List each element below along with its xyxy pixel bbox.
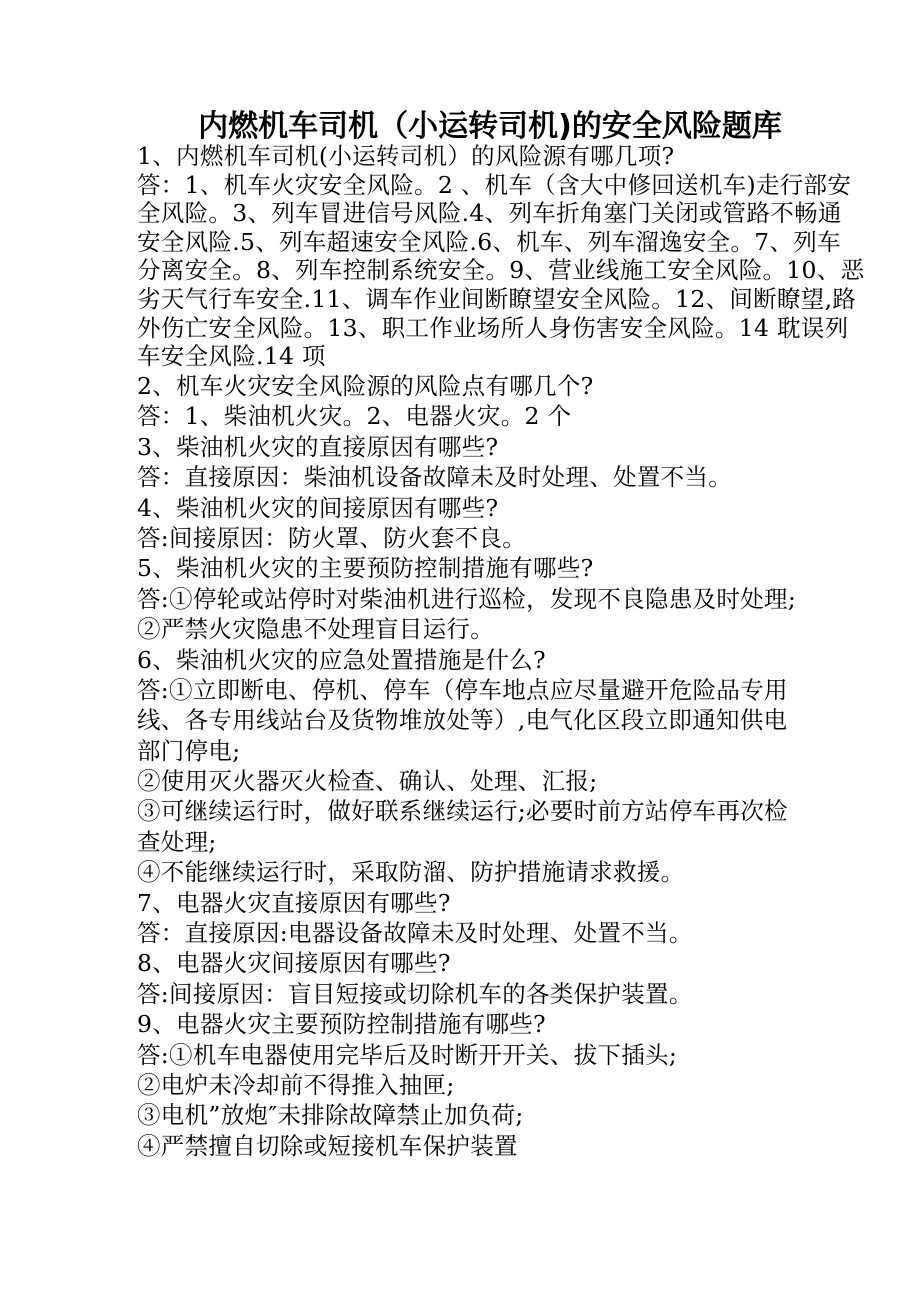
text-line: 答：直接原因:电器设备故障未及时处理、处置不当。 [137,919,693,948]
text-line: 9、电器火灾主要预防控制措施有哪些? [137,1010,546,1039]
text-line: 答：1、柴油机火灾。2、电器火灾。2 个 [137,402,572,431]
text-line: 线、各专用线站台及货物堆放处等）,电气化区段立即通知供电 [137,706,788,735]
text-line: 3、柴油机火灾的直接原因有哪些? [137,432,499,461]
text-line: 答:间接原因：防火罩、防火套不良。 [137,523,527,552]
text-line: 答:①立即断电、停机、停车（停车地点应尽量避开危险品专用 [137,675,788,704]
text-line: 劣天气行车安全.11、调车作业间断瞭望安全风险。12、间断瞭望,路 [137,284,857,313]
text-line: 查处理; [137,827,217,856]
text-line: ②严禁火灾隐患不处理盲目运行。 [137,615,494,644]
text-line: 5、柴油机火灾的主要预防控制措施有哪些? [137,554,594,583]
text-line: 外伤亡安全风险。13、职工作业场所人身伤害安全风险。14 耽误列 [137,313,849,342]
text-line: ③可继续运行时，做好联系继续运行;必要时前方站停车再次检 [137,797,788,826]
text-line: 部门停电; [137,736,241,765]
text-line: 1、内燃机车司机(小运转司机）的风险源有哪几项? [137,142,675,170]
text-line: 全风险。3、列车冒进信号风险.4、列车折角塞门关闭或管路不畅通 [137,199,842,228]
text-line: 答:①机车电器使用完毕后及时断开开关、拔下插头; [137,1040,678,1069]
question-1-block [137,142,865,371]
text-line: ④严禁擅自切除或短接机车保护装置 [137,1131,518,1160]
text-line: 车安全风险.14 项 [137,342,326,371]
text-line: 答:①停轮或站停时对柴油机进行巡检，发现不良隐患及时处理; [137,584,797,613]
text-line: ②使用灭火器灭火检查、确认、处理、汇报; [137,767,598,796]
text-line: 答:间接原因：盲目短接或切除机车的各类保护装置。 [137,979,693,1008]
text-line: ④不能继续运行时，采取防溜、防护措施请求救援。 [137,858,685,887]
text-line: 8、电器火灾间接原因有哪些? [137,949,451,978]
text-line: 答：1、机车火灾安全风险。2 、机车（含大中修回送机车)走行部安 [137,170,852,199]
questions-2-9-block [137,371,797,1161]
text-line: ②电炉未冷却前不得推入抽匣; [137,1070,455,1099]
text-line: 7、电器火灾直接原因有哪些? [137,888,451,917]
text-line: 2、机车火灾安全风险源的风险点有哪几个? [137,372,594,400]
text-line: 答：直接原因：柴油机设备故障未及时处理、处置不当。 [137,463,732,492]
text-line: 6、柴油机火灾的应急处置措施是什么? [137,645,546,674]
text-line: 4、柴油机火灾的间接原因有哪些? [137,493,499,522]
text-line: 安全风险.5、列车超速安全风险.6、机车、列车溜逸安全。7、列车 [137,227,841,256]
text-line: 分离安全。8、列车控制系统安全。9、营业线施工安全风险。10、恶 [137,256,865,285]
text-line: ③电机”放炮″未排除故障禁止加负荷; [137,1101,524,1130]
document-title: 内燃机车司机（小运转司机)的安全风险题库 [198,109,782,144]
